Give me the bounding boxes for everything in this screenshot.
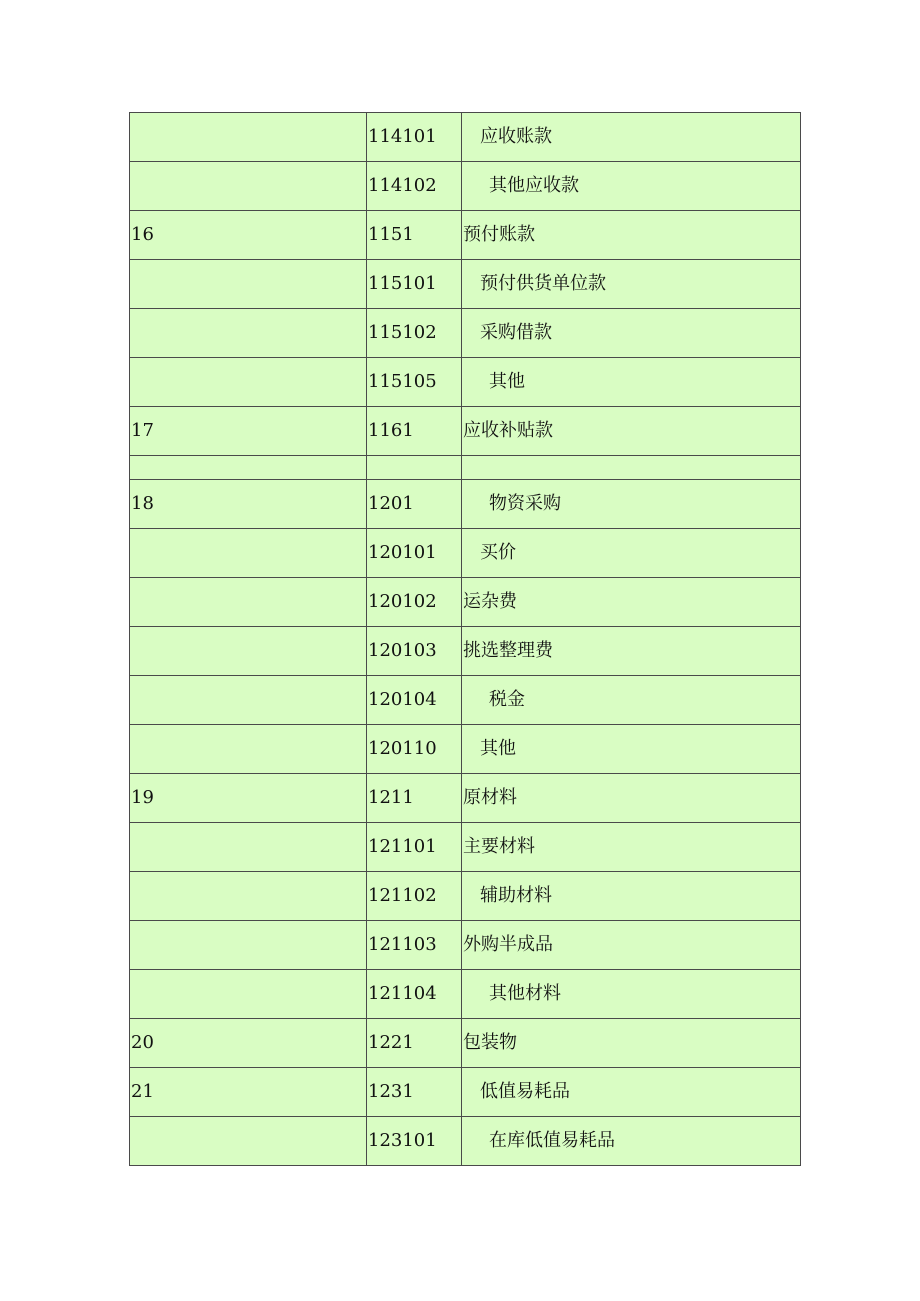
table-row-spacer (130, 456, 801, 480)
account-code: 1201 (367, 480, 462, 529)
account-code: 1161 (367, 407, 462, 456)
account-code: 115105 (367, 358, 462, 407)
table-row (130, 1068, 801, 1117)
table-row (130, 627, 801, 676)
account-name: 包装物 (462, 1019, 801, 1068)
account-name: 预付账款 (462, 211, 801, 260)
row-number (130, 921, 367, 970)
row-number (130, 872, 367, 921)
table-row (130, 872, 801, 921)
table-row (130, 480, 801, 529)
account-code: 121102 (367, 872, 462, 921)
account-code: 115102 (367, 309, 462, 358)
account-code: 120103 (367, 627, 462, 676)
account-code: 120102 (367, 578, 462, 627)
account-name: 其他应收款 (462, 162, 801, 211)
row-number (130, 627, 367, 676)
account-name: 其他 (462, 725, 801, 774)
account-code: 120110 (367, 725, 462, 774)
row-number (130, 578, 367, 627)
account-name: 物资采购 (462, 480, 801, 529)
row-number: 16 (130, 211, 367, 260)
table-row (130, 309, 801, 358)
table-row (130, 358, 801, 407)
account-name: 应收补贴款 (462, 407, 801, 456)
account-name: 低值易耗品 (462, 1068, 801, 1117)
row-number: 21 (130, 1068, 367, 1117)
row-number (130, 676, 367, 725)
table-row (130, 725, 801, 774)
account-name: 应收账款 (462, 113, 801, 162)
row-number (130, 113, 367, 162)
table-row (130, 529, 801, 578)
account-name: 预付供货单位款 (462, 260, 801, 309)
row-number (130, 309, 367, 358)
row-number: 19 (130, 774, 367, 823)
table-row (130, 1117, 801, 1166)
row-number (130, 162, 367, 211)
row-number (130, 823, 367, 872)
account-name: 其他材料 (462, 970, 801, 1019)
account-name (462, 456, 801, 480)
table-row (130, 676, 801, 725)
account-code: 120101 (367, 529, 462, 578)
account-name: 主要材料 (462, 823, 801, 872)
account-name: 买价 (462, 529, 801, 578)
account-name: 采购借款 (462, 309, 801, 358)
row-number: 18 (130, 480, 367, 529)
account-code: 114102 (367, 162, 462, 211)
account-code: 1211 (367, 774, 462, 823)
row-number (130, 1117, 367, 1166)
accounts-table (129, 112, 801, 1166)
account-name: 挑选整理费 (462, 627, 801, 676)
table-row (130, 921, 801, 970)
row-number (130, 358, 367, 407)
table-body (130, 113, 801, 1166)
table-row (130, 823, 801, 872)
table-row (130, 970, 801, 1019)
account-name: 辅助材料 (462, 872, 801, 921)
account-code: 121104 (367, 970, 462, 1019)
row-number: 20 (130, 1019, 367, 1068)
account-code: 1151 (367, 211, 462, 260)
table-row (130, 1019, 801, 1068)
account-code: 121103 (367, 921, 462, 970)
row-number (130, 456, 367, 480)
table-row (130, 211, 801, 260)
account-code: 1231 (367, 1068, 462, 1117)
account-code: 121101 (367, 823, 462, 872)
table-row (130, 774, 801, 823)
account-code: 1221 (367, 1019, 462, 1068)
account-code: 123101 (367, 1117, 462, 1166)
table-row (130, 578, 801, 627)
row-number (130, 725, 367, 774)
account-name: 其他 (462, 358, 801, 407)
account-name: 税金 (462, 676, 801, 725)
row-number (130, 260, 367, 309)
table-row (130, 162, 801, 211)
account-name: 外购半成品 (462, 921, 801, 970)
account-code: 120104 (367, 676, 462, 725)
account-code: 115101 (367, 260, 462, 309)
row-number: 17 (130, 407, 367, 456)
table-row (130, 407, 801, 456)
account-name: 在库低值易耗品 (462, 1117, 801, 1166)
account-code: 114101 (367, 113, 462, 162)
account-name: 运杂费 (462, 578, 801, 627)
table-row (130, 260, 801, 309)
row-number (130, 529, 367, 578)
account-name: 原材料 (462, 774, 801, 823)
table-row (130, 113, 801, 162)
row-number (130, 970, 367, 1019)
account-code (367, 456, 462, 480)
